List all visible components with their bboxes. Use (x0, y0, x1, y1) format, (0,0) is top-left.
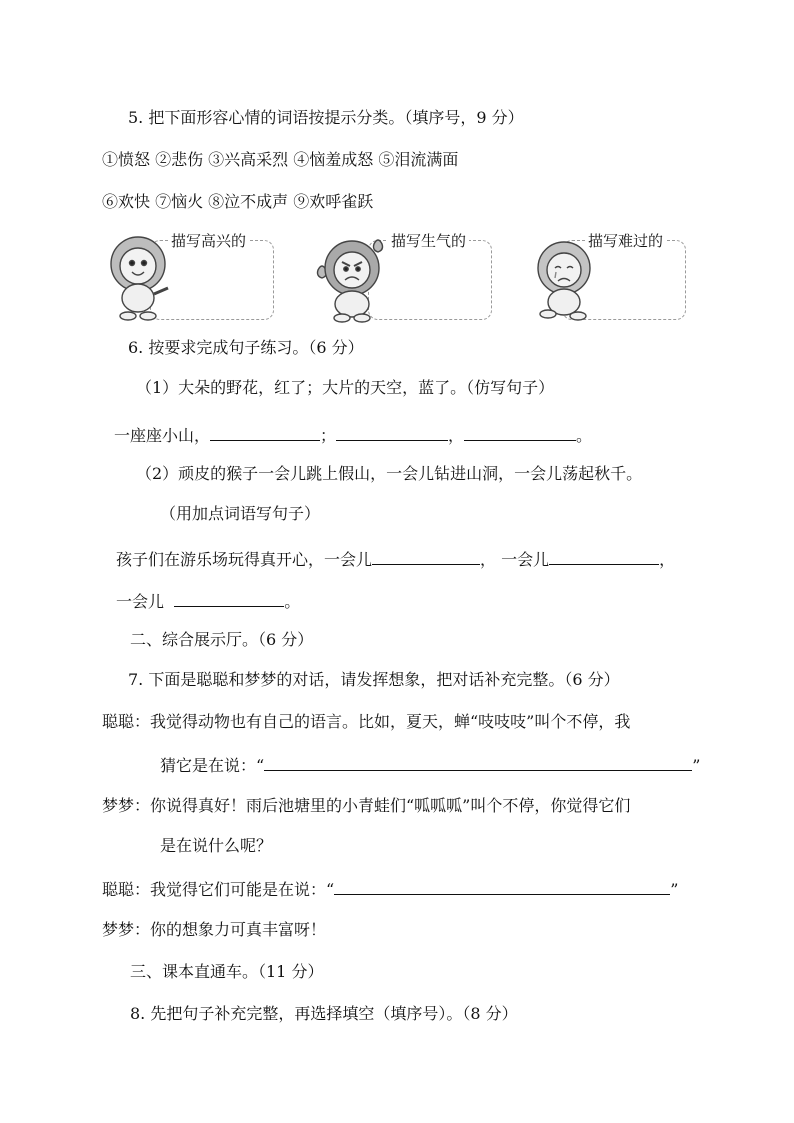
q6-item2-answer-line2 (116, 590, 300, 612)
answer-blank[interactable] (372, 548, 480, 565)
q7-prompt: 7. 下面是聪聪和梦梦的对话，请发挥想象，把对话补充完整。（6 分） (128, 670, 620, 689)
dialogue-answer-line (160, 754, 700, 776)
q5-options-row1: ①愤怒 ②悲伤 ③兴高采烈 ④恼羞成怒 ⑤泪流满面 (102, 150, 459, 169)
answer-blank[interactable] (174, 590, 284, 607)
card-label: 描写生气的 (388, 232, 469, 250)
separator: ， 一会儿 (480, 550, 550, 569)
sad-lion-icon (530, 236, 602, 322)
q6-item2-hint: （用加点词语写句子） (160, 504, 321, 523)
q6-item2: （2）顽皮的猴子一会儿跳上假山，一会儿钻进山洞，一会儿荡起秋千。 (136, 464, 643, 483)
q5-options-row2: ⑥欢快 ⑦恼火 ⑧泣不成声 ⑨欢呼雀跃 (102, 192, 374, 211)
answer-blank[interactable] (336, 424, 448, 441)
section-heading: 三、课本直通车。（11 分） (130, 962, 324, 981)
dialogue-answer-line (102, 878, 678, 900)
answer-blank[interactable] (334, 878, 670, 895)
separator: ， (659, 550, 676, 569)
answer-blank[interactable] (210, 424, 320, 441)
answer-lead: 一会儿 (116, 592, 165, 611)
answer-blank[interactable] (264, 754, 692, 771)
answer-lead: 孩子们在游乐场玩得真开心，一会儿 (116, 550, 373, 569)
dialogue-line: 是在说什么呢？ (160, 836, 273, 855)
q6-item2-answer-line (116, 548, 675, 570)
dialogue-line: 梦梦：你的想象力可真丰富呀！ (102, 920, 327, 939)
card-label: 描写高兴的 (168, 232, 249, 250)
q6-prompt: 6. 按要求完成句子练习。（6 分） (128, 338, 364, 357)
dialogue-lead: 聪聪：我觉得它们可能是在说：“ (102, 880, 335, 899)
dialogue-line: 聪聪：我觉得动物也有自己的语言。比如，夏天，蝉“吱吱吱”叫个不停，我 (102, 712, 631, 731)
dialogue-lead: 猜它是在说：“ (160, 756, 265, 775)
angry-lion-icon (312, 236, 388, 324)
answer-blank[interactable] (464, 424, 576, 441)
q5-prompt: 5. 把下面形容心情的词语按提示分类。（填序号，9 分） (128, 108, 524, 127)
answer-blank[interactable] (549, 548, 659, 565)
dialogue-line: 梦梦：你说得真好！雨后池塘里的小青蛙们“呱呱呱”叫个不停，你觉得它们 (102, 796, 631, 815)
close-quote: ” (692, 756, 701, 775)
separator: ； (320, 426, 337, 445)
answer-lead: 一座座小山， (114, 426, 211, 445)
happy-lion-icon (104, 232, 176, 322)
close-quote: ” (670, 880, 679, 899)
q6-item1-answer-line (114, 424, 592, 446)
q8-prompt: 8. 先把句子补充完整，再选择填空（填序号）。（8 分） (130, 1004, 518, 1023)
separator: 。 (576, 426, 593, 445)
separator: ， (448, 426, 465, 445)
card-label: 描写难过的 (585, 232, 666, 250)
q6-item1: （1）大朵的野花，红了；大片的天空，蓝了。（仿写句子） (136, 378, 555, 397)
section-heading: 二、综合展示厅。（6 分） (130, 630, 314, 649)
separator: 。 (284, 592, 301, 611)
